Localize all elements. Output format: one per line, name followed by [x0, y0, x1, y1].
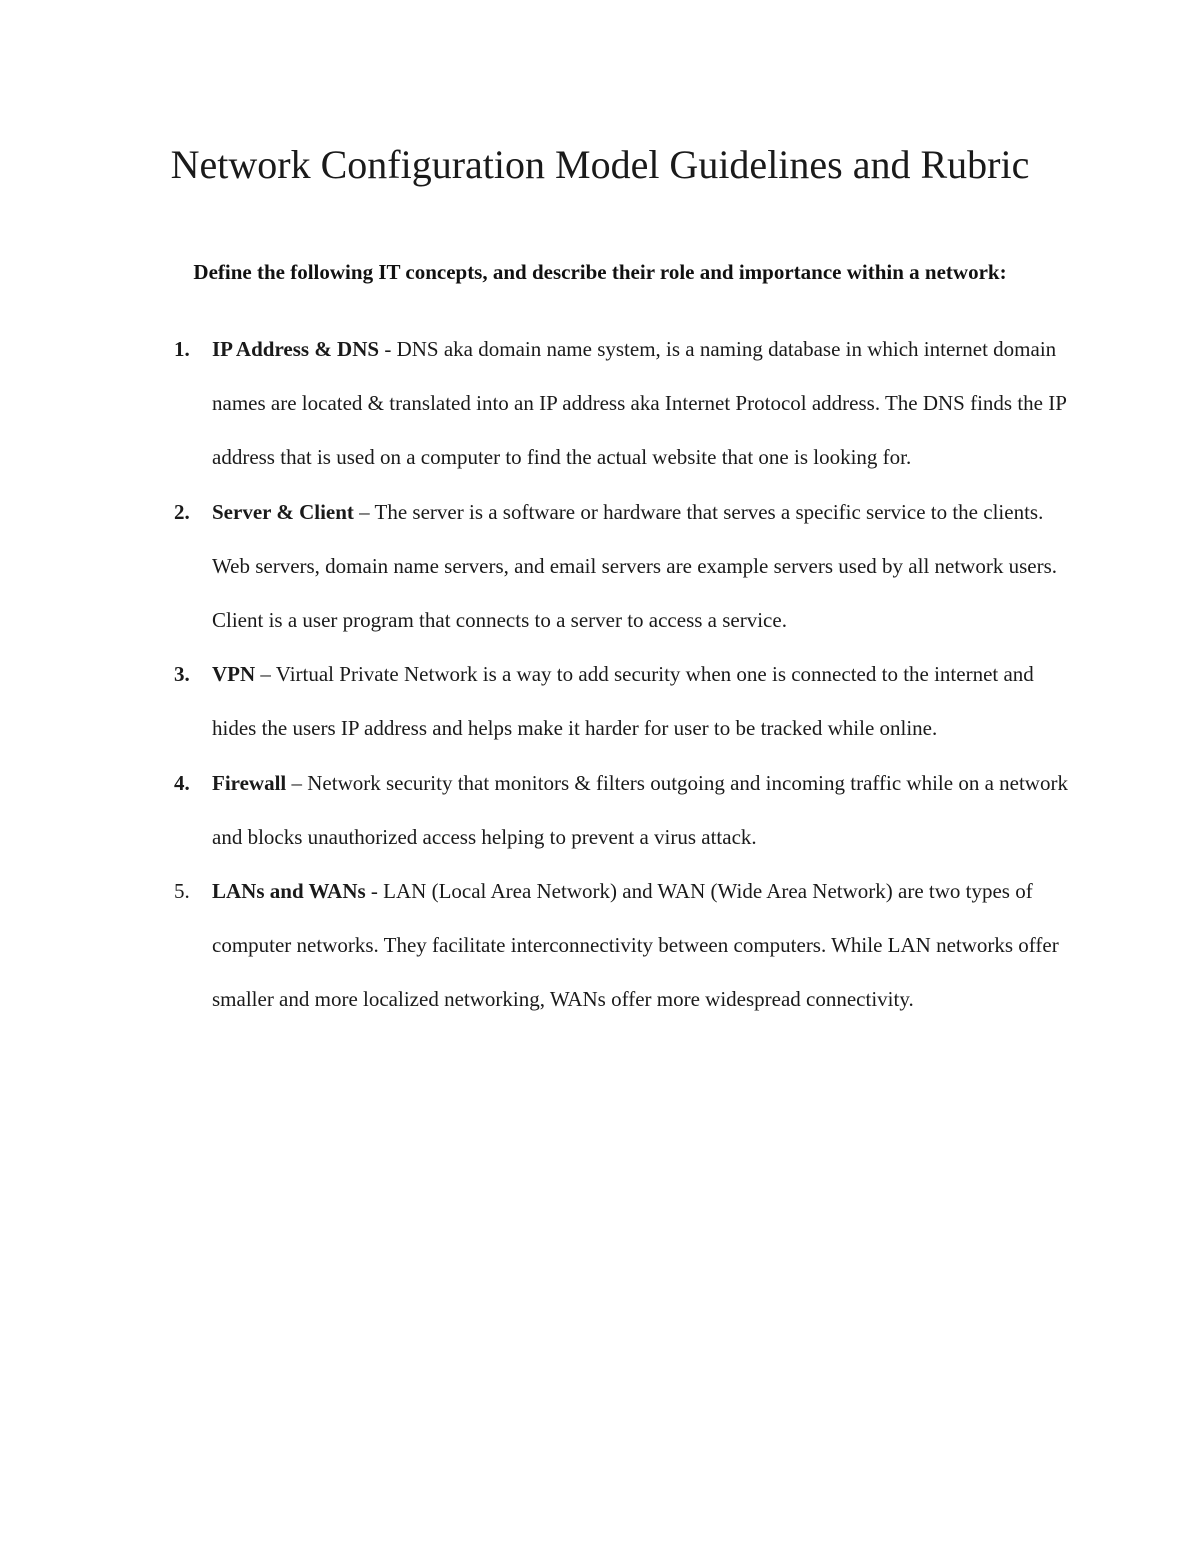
item-separator: – — [255, 662, 276, 687]
list-item-server-client — [174, 485, 1072, 648]
concept-list — [174, 322, 1072, 1027]
item-term: Firewall — [212, 770, 287, 795]
item-term: VPN — [212, 662, 256, 687]
item-separator: – — [353, 499, 375, 524]
item-text: Network security that monitors & filters outgoing and incoming traffic while on a network and blocks unauthorized access helping to prevent a virus attack. — [212, 770, 1068, 849]
list-item-lans-wans — [174, 864, 1072, 1027]
item-separator: - — [379, 337, 397, 361]
list-item-ip-dns — [174, 322, 1072, 485]
item-text: LAN (Local Area Network) and WAN (Wide Area Network) are two types of computer networks. They facilitate interconnectivity between computers. While LAN networks offer smaller and more localized networking, WANs offer more widespread connectivity. — [212, 879, 1059, 1012]
item-number: 3. — [174, 662, 190, 687]
item-number: 4. — [174, 770, 190, 795]
intro-prompt: Define the following IT concepts, and describe their role and importance within a network: — [193, 260, 1007, 284]
item-text: DNS aka domain name system, is a naming database in which internet domain names are located & translated into an IP address aka Internet Protocol address. The DNS finds the IP address that is used on a computer to find the actual website that one is looking for. — [212, 337, 1067, 470]
list-item-firewall — [174, 756, 1072, 864]
item-term: IP Address & DNS — [212, 337, 380, 361]
item-number: 1. — [174, 337, 190, 361]
list-item-vpn — [174, 647, 1072, 755]
item-number: 2. — [174, 499, 190, 524]
item-term: LANs and WANs — [212, 879, 366, 904]
item-separator: - — [365, 879, 384, 904]
item-separator: – — [286, 770, 308, 795]
document-title: Network Configuration Model Guidelines and Rubric — [170, 142, 1030, 187]
item-text: Virtual Private Network is a way to add security when one is connected to the internet and hides the users IP address and helps make it harder for user to be tracked while online. — [212, 662, 1034, 741]
item-number: 5. — [174, 879, 190, 904]
item-text: The server is a software or hardware that serves a specific service to the clients. Web servers, domain name servers, and email servers are example servers used by all network users. Client is a user program that connects to a server to access a service. — [212, 499, 1058, 633]
item-term: Server & Client — [212, 499, 354, 524]
